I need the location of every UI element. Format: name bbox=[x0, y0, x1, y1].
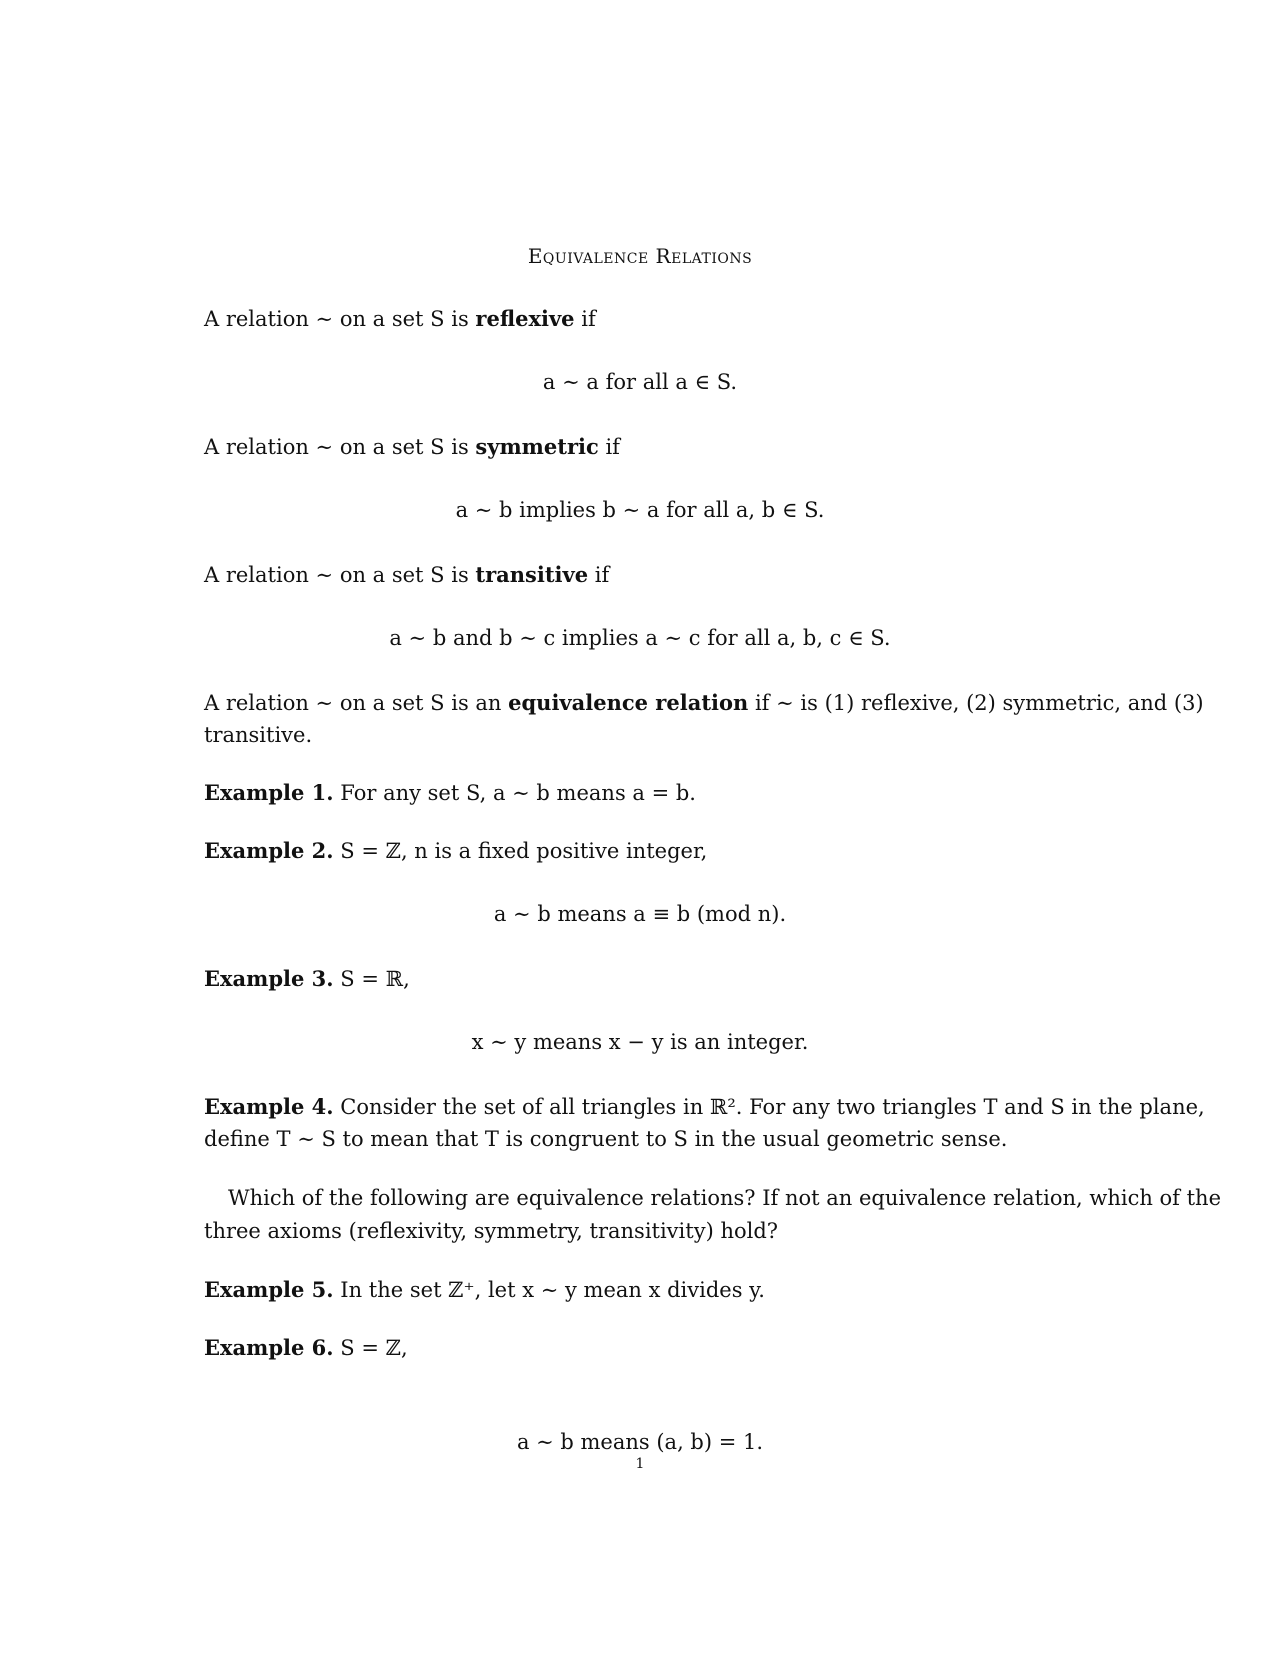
transitive-intro: A relation ∼ on a set S is bbox=[204, 563, 469, 587]
transitive-formula: a ∼ b and b ∼ c implies a ∼ c for all a, b, c ∈ S. bbox=[389, 626, 891, 650]
example-3-label: Example 3. bbox=[204, 966, 334, 991]
example-5 bbox=[204, 1273, 1076, 1307]
example-4-line2: define T ∼ S to mean that T is congruent to S in the usual geometric sense. bbox=[204, 1127, 1008, 1151]
equivalence-definition bbox=[204, 686, 1204, 720]
example-4-label: Example 4. bbox=[204, 1094, 334, 1119]
reflexive-intro: A relation ∼ on a set S is bbox=[204, 307, 469, 331]
symmetric-intro: A relation ∼ on a set S is bbox=[204, 435, 469, 459]
example-2-label: Example 2. bbox=[204, 838, 334, 863]
example-1-text: For any set S, a ∼ b means a = b. bbox=[340, 781, 696, 805]
question-line2: three axioms (reflexivity, symmetry, transitivity) hold? bbox=[204, 1219, 779, 1243]
example-6-formula: a ∼ b means (a, b) = 1. bbox=[516, 1430, 764, 1454]
page-title: Equivalence Relations bbox=[527, 244, 753, 268]
reflexive-definition bbox=[204, 302, 1076, 336]
example-2-formula: a ∼ b means a ≡ b (mod n). bbox=[493, 902, 787, 926]
example-5-text: In the set ℤ⁺, let x ∼ y mean x divides y. bbox=[340, 1278, 765, 1302]
example-6 bbox=[204, 1331, 1076, 1365]
reflexive-formula: a ∼ a for all a ∈ S. bbox=[542, 370, 738, 394]
example-5-label: Example 5. bbox=[204, 1277, 334, 1302]
transitive-term: transitive bbox=[475, 562, 589, 587]
example-3 bbox=[204, 962, 1076, 996]
transitive-definition bbox=[204, 558, 1076, 592]
example-4 bbox=[204, 1090, 1205, 1124]
symmetric-definition bbox=[204, 430, 1076, 464]
example-6-label: Example 6. bbox=[204, 1335, 334, 1360]
example-1-label: Example 1. bbox=[204, 780, 334, 805]
example-6-text: S = ℤ, bbox=[340, 1336, 408, 1360]
transitive-intro-end: if bbox=[594, 563, 610, 587]
example-2-text: S = ℤ, n is a fixed positive integer, bbox=[340, 839, 708, 863]
equivalence-definition-line2: transitive. bbox=[204, 723, 313, 747]
equivalence-intro-end: if ∼ is (1) reflexive, (2) symmetric, and (3) bbox=[754, 691, 1204, 715]
question-line1: Which of the following are equivalence relations? If not an equivalence relation, which of the bbox=[228, 1186, 1222, 1210]
equivalence-intro: A relation ∼ on a set S is an bbox=[204, 691, 502, 715]
page-number: 1 bbox=[635, 1456, 645, 1472]
symmetric-term: symmetric bbox=[475, 434, 599, 459]
reflexive-intro-end: if bbox=[581, 307, 596, 331]
example-3-text: S = ℝ, bbox=[340, 967, 410, 991]
example-1 bbox=[204, 776, 1076, 810]
reflexive-term: reflexive bbox=[475, 306, 575, 331]
example-3-formula: x ∼ y means x − y is an integer. bbox=[471, 1030, 809, 1054]
example-4-text: Consider the set of all triangles in ℝ². For any two triangles T and S in the plane, bbox=[340, 1095, 1205, 1119]
equivalence-term: equivalence relation bbox=[508, 690, 749, 715]
symmetric-intro-end: if bbox=[605, 435, 620, 459]
symmetric-formula: a ∼ b implies b ∼ a for all a, b ∈ S. bbox=[455, 498, 825, 522]
example-2 bbox=[204, 834, 1076, 868]
